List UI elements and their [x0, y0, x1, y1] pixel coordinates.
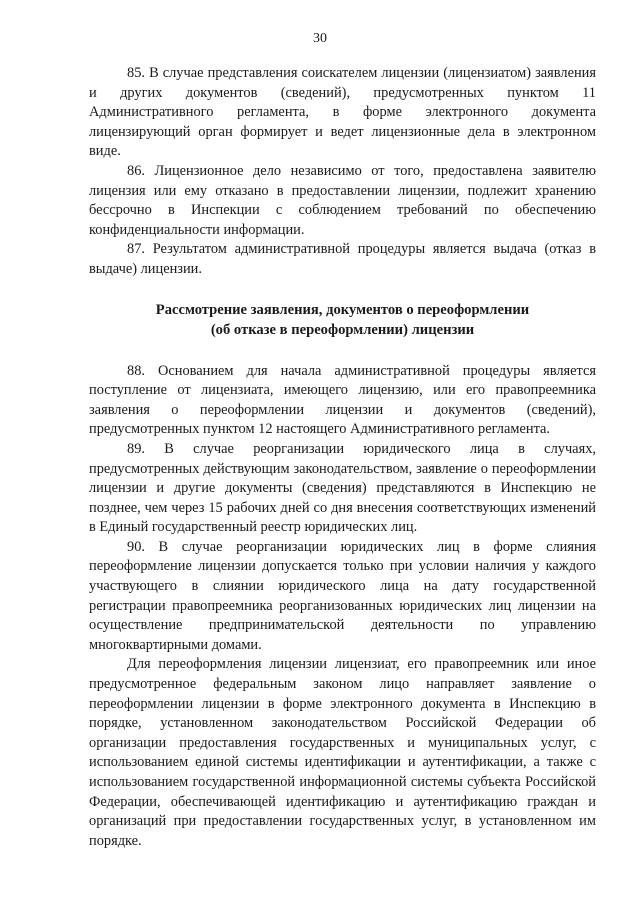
paragraph-85: 85. В случае представления соискателем лицензии (лицензиатом) заявления и других документов (сведений), предусмотренных пунктом 11 Административного регламента, в форме электронного документа лицензирующий орган формирует и ведет лицензионные дела в электронном виде.: [89, 65, 596, 160]
paragraph-90: 90. В случае реорганизации юридических лиц в форме слияния переоформление лицензии допускается только при условии наличия у каждого участвующего в слиянии юридического лица на дату государственной регистрации правопреемника реорганизованных юридических лиц лицензии на осуществление предпринимательской деятельности по управлению многоквартирными домами.: [89, 538, 596, 653]
paragraph-86: 86. Лицензионное дело независимо от того, предоставлена заявителю лицензия или ему отказано в предоставлении лицензии, подлежит хранению бессрочно в Инспекции с соблюдением требований по обеспечению конфиденциальности информации.: [89, 162, 596, 238]
paragraph-87: 87. Результатом административной процедуры является выдача (отказ в выдаче) лицензии.: [89, 241, 596, 277]
paragraph-90-continued: Для переоформления лицензии лицензиат, его правопреемник или иное предусмотренное федеральным законом лицо направляет заявление о переоформлении лицензии в форме электронного документа в Инспекцию в порядке, установленном законодательством Российской Федерации об организации предоставления государственных и муниципальных услуг, с использованием единой системы идентификации и аутентификации, а также с использованием государственной информационной системы субъекта Российской Федерации, обеспечивающей идентификацию и аутентификацию граждан и организаций при предоставлении государственных услуг, в установленном им порядке.: [89, 656, 596, 849]
section-heading-line-1: Рассмотрение заявления, документов о переоформлении: [155, 301, 530, 318]
section-heading-line-2: (об отказе в переоформлении) лицензии: [210, 321, 475, 338]
document-body: [89, 64, 596, 851]
page-number: 30: [313, 31, 327, 46]
paragraph-88: 88. Основанием для начала административной процедуры является поступление от лицензиата, имеющего лицензию, или его правопреемника заявления о переоформлении лицензии и документов (сведений), предусмотренных пунктом 12 настоящего Административного регламента.: [89, 362, 596, 438]
paragraph-89: 89. В случае реорганизации юридического лица в случаях, предусмотренных действующим законодательством, заявление о переоформлении лицензии и другие документы (сведения) представляются в Инспекцию не позднее, чем через 15 рабочих дней со дня внесения соответствующих изменений в Единый государственный реестр юридических лиц.: [89, 440, 596, 536]
section-heading: [89, 300, 596, 340]
